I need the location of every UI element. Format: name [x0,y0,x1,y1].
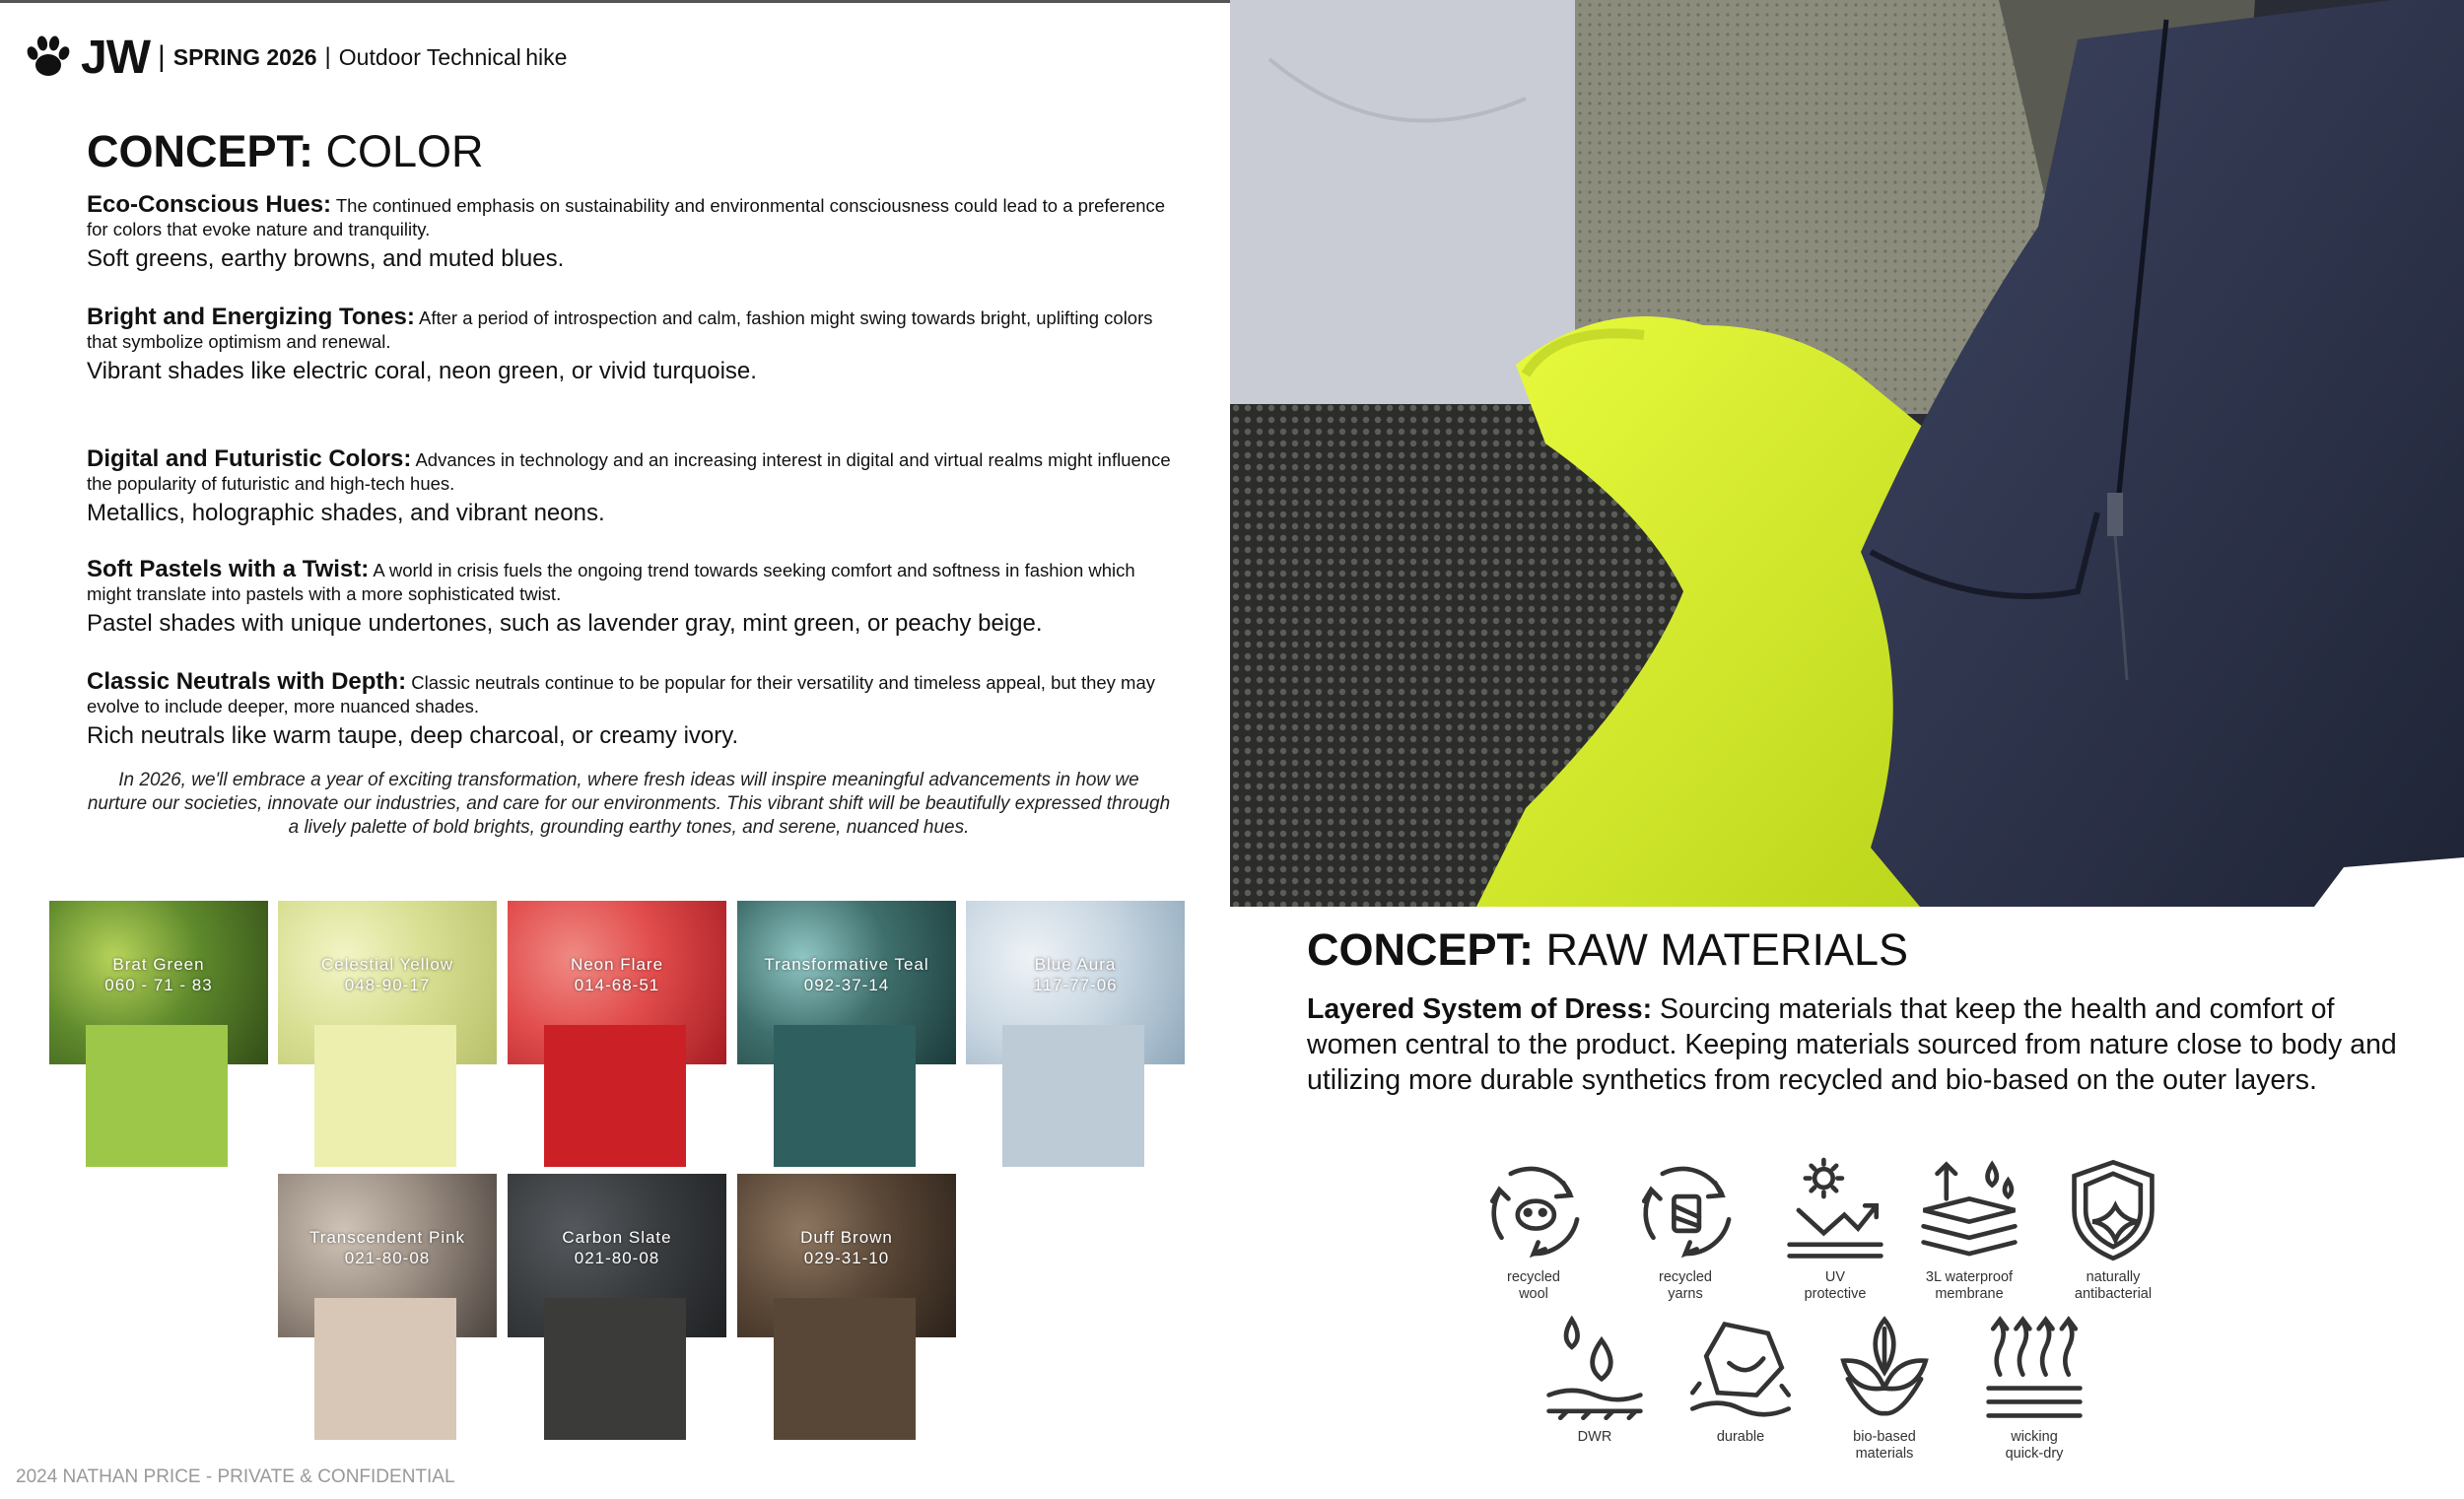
trend-lead [87,447,1171,496]
page-header [24,30,567,85]
raw-materials-subtitle: Layered System of Dress: [1307,993,1653,1025]
title-bold: CONCEPT: [87,126,314,176]
uv-protective-icon [1778,1153,1892,1267]
icon-label: UV protective [1804,1269,1867,1302]
material-icon-cell [1672,1313,1810,1446]
swatch-code: 060 - 71 - 83 [104,976,213,994]
color-swatch [278,901,497,1175]
closing-statement: In 2026, we'll embrace a year of exciting transformation, where fresh ideas will inspire meaningful advancements in how we nurture our societies, innovate our industries, and care for our environments. This vibrant shift will be beautifully expressed through a lively palette of bold brights, grounding earthy tones, and serene, nuanced hues. [87,770,1171,838]
swatch-code: 048-90-17 [344,976,431,994]
recycled-yarns-icon [1628,1153,1743,1267]
material-icon-cell [1965,1313,2103,1463]
fabric-collage-image [1230,0,2464,907]
swatch-color-chip [774,1298,916,1440]
trend-desc: After a period of introspection and calm, fashion might swing towards bright, uplifting colors that symbolize optimism and renewal. [87,307,1153,352]
material-icon-cell [2044,1153,2182,1303]
color-swatch [508,901,726,1175]
trend-example: Metallics, holographic shades, and vibrant neons. [87,500,605,526]
raw-materials-body: Sourcing materials that keep the health and comfort of women central to the product. Keeping materials sourced from nature close to body and utilizing more durable synthetics from recycled and bio-based on the outer layers. [1307,993,2397,1096]
durable-icon [1683,1313,1798,1427]
trend-block [87,670,1171,752]
trend-desc: The continued emphasis on sustainability and environmental consciousness could lead to a preference for colors that evoke nature and tranquility. [87,195,1166,239]
swatch-name: Celestial Yellow [320,955,454,974]
swatch-code: 092-37-14 [803,976,890,994]
raw-materials-description [1307,991,2411,1098]
trend-block [87,306,1171,387]
swatch-code: 014-68-51 [574,976,660,994]
material-icon-cell [1616,1153,1754,1303]
swatch-code: 021-80-08 [344,1249,431,1267]
color-swatch [737,901,956,1175]
swatch-color-chip [544,1025,686,1167]
trend-example: Vibrant shades like electric coral, neon green, or vivid turquoise. [87,358,757,384]
header-separator: | [158,40,166,73]
recycled-wool-icon [1476,1153,1591,1267]
dwr-icon [1538,1313,1652,1427]
antibacterial-icon [2056,1153,2170,1267]
swatch-name: Blue Aura [1034,955,1117,974]
trend-desc: Advances in technology and an increasing interest in digital and virtual realms might influence the popularity of futuristic and high-tech hues. [87,449,1171,494]
icon-label: DWR [1577,1429,1612,1445]
wicking-icon [1977,1313,2091,1427]
title-light: RAW MATERIALS [1545,924,1909,975]
swatch-color-chip [1002,1025,1144,1167]
raw-materials-title [1307,924,1908,976]
swatch-name: Neon Flare [570,955,664,974]
trend-desc: A world in crisis fuels the ongoing trend towards seeking comfort and softness in fashion which might translate into pastels with a more sophisticated twist. [87,560,1135,604]
swatch-color-chip [314,1298,456,1440]
trend-lead [87,670,1171,718]
fabric-photo-collage [1230,0,2464,907]
line-label: Outdoor Technical [338,43,521,70]
season-label: SPRING 2026 [172,43,317,70]
trend-example: Soft greens, earthy browns, and muted blues. [87,245,565,272]
title-bold: CONCEPT: [1307,924,1535,975]
color-swatch [966,901,1185,1175]
color-concept-title [87,126,484,177]
color-swatch [49,901,268,1175]
trend-block [87,193,1171,275]
swatch-name: Carbon Slate [562,1228,672,1247]
trend-block [87,558,1171,640]
trend-title: Soft Pastels with a Twist: [87,556,370,582]
bio-based-icon [1827,1313,1942,1427]
swatch-color-chip [774,1025,916,1167]
swatch-color-chip [544,1298,686,1440]
swatch-color-chip [86,1025,228,1167]
trend-lead [87,193,1171,241]
trend-desc: Classic neutrals continue to be popular for their versatility and timeless appeal, but they may evolve to include deeper, more nuanced shades. [87,672,1155,716]
color-swatch [737,1174,956,1448]
icon-label: recycled wool [1507,1269,1560,1302]
brand-logo-text: JW [81,31,150,84]
trend-title: Bright and Energizing Tones: [87,304,415,330]
swatch-color-chip [314,1025,456,1167]
title-light: COLOR [325,126,484,176]
trend-example: Rich neutrals like warm taupe, deep charcoal, or creamy ivory. [87,722,739,749]
line-sub-label: hike [525,43,568,70]
waterproof-membrane-icon [1912,1153,2026,1267]
icon-label: durable [1716,1429,1765,1445]
header-separator: | [324,43,331,70]
icon-label: wicking quick-dry [2005,1429,2064,1462]
icon-label: recycled yarns [1659,1269,1712,1302]
trend-lead [87,306,1171,354]
confidential-footer: 2024 NATHAN PRICE - PRIVATE & CONFIDENTIAL [16,1466,455,1487]
trend-title: Digital and Futuristic Colors: [87,445,412,472]
paw-logo-icon [24,34,73,81]
material-icon-cell [1465,1153,1603,1303]
icon-label: naturally antibacterial [2074,1269,2153,1302]
color-swatch [508,1174,726,1448]
color-swatch [278,1174,497,1448]
material-icon-cell [1900,1153,2038,1303]
trend-title: Classic Neutrals with Depth: [87,668,407,695]
trend-title: Eco-Conscious Hues: [87,191,332,218]
swatch-name: Duff Brown [800,1228,893,1247]
swatch-name: Transcendent Pink [308,1228,466,1247]
swatch-code: 117-77-06 [1033,976,1118,994]
swatch-code: 029-31-10 [803,1249,890,1267]
trend-block [87,447,1171,529]
trend-lead [87,558,1171,606]
swatch-name: Brat Green [112,955,205,974]
trend-example: Pastel shades with unique undertones, such as lavender gray, mint green, or peachy beige. [87,610,1043,637]
icon-label: 3L waterproof membrane [1925,1269,2014,1302]
material-icon-cell [1815,1313,1953,1463]
material-icon-cell [1766,1153,1904,1303]
swatch-name: Transformative Teal [764,955,929,974]
swatch-code: 021-80-08 [574,1249,660,1267]
material-icon-cell [1526,1313,1664,1446]
icon-label: bio-based materials [1853,1429,1916,1462]
